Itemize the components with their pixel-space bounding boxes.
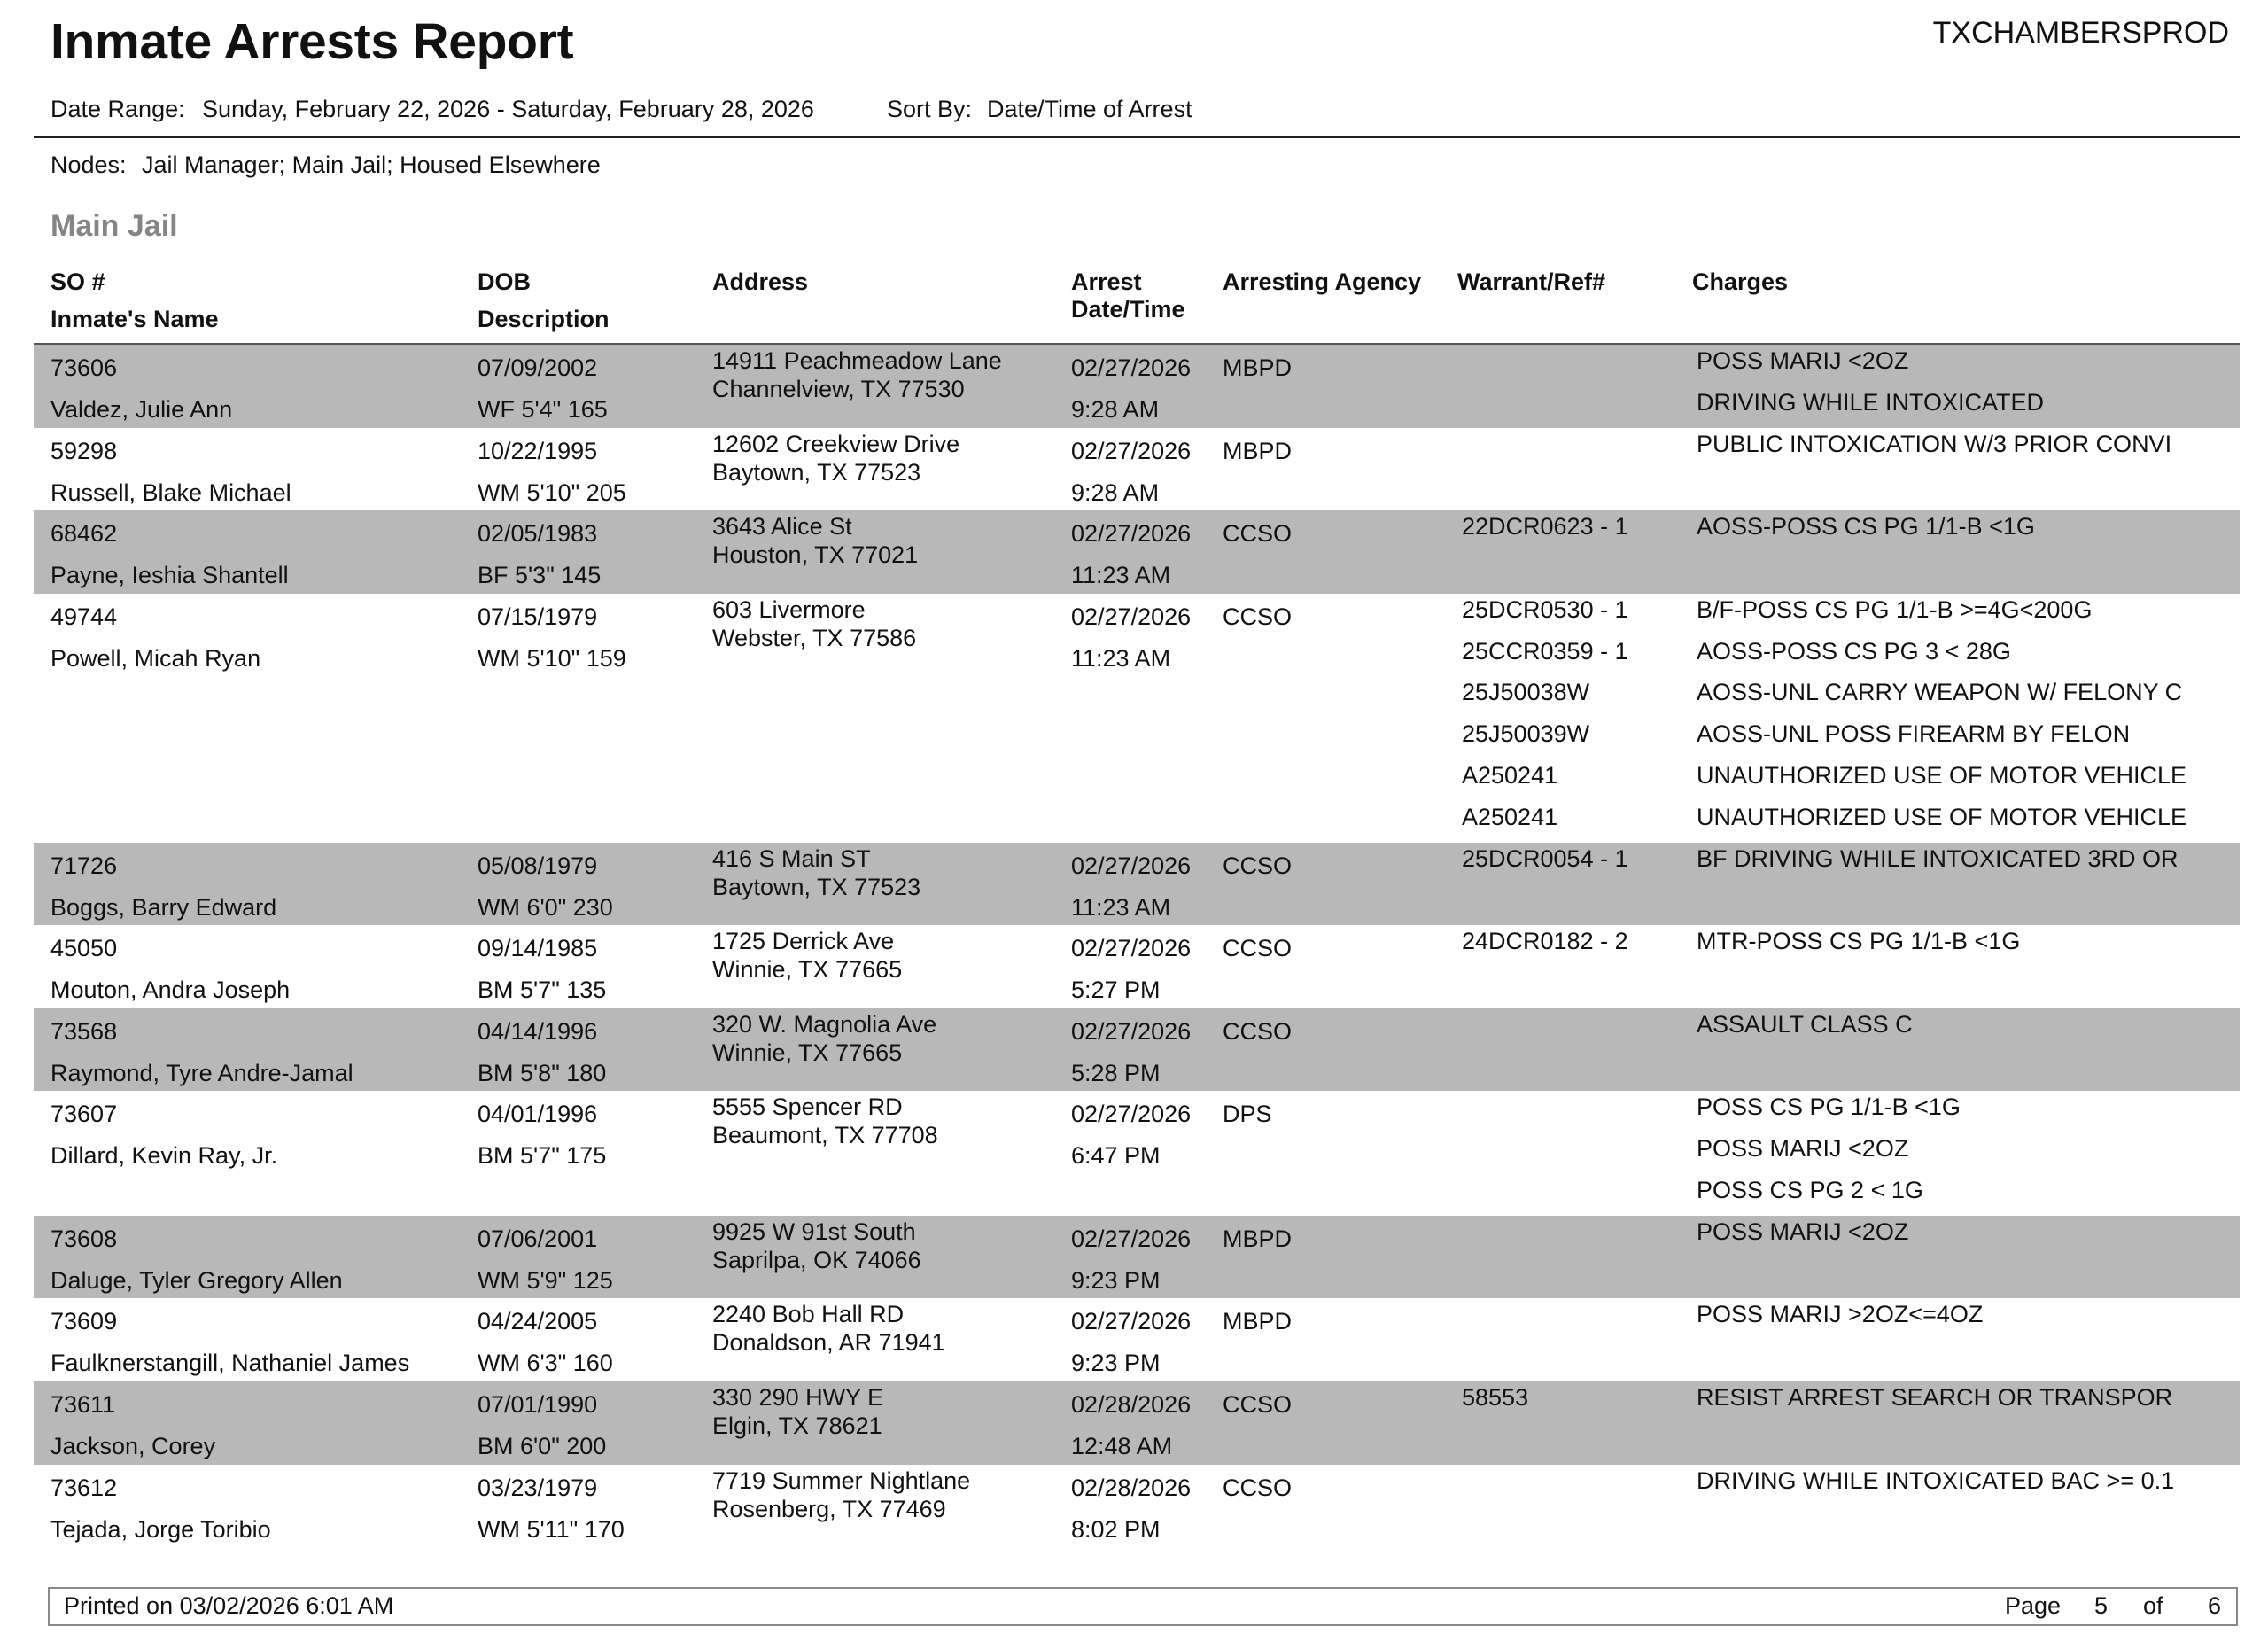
so-number: 73568 (50, 1017, 118, 1045)
arrest-time: 9:23 PM (1071, 1350, 1161, 1377)
address-line-1: 14911 Peachmeadow Lane (712, 347, 1002, 374)
column-header-dob: DOB (478, 268, 531, 295)
arresting-agency: MBPD (1223, 1308, 1293, 1335)
page-footer (48, 1587, 2238, 1626)
address-line-2: Rosenberg, TX 77469 (712, 1495, 946, 1522)
dob: 10/22/1995 (478, 437, 598, 464)
address-line-1: 330 290 HWY E (712, 1383, 884, 1411)
dob: 03/23/1979 (478, 1474, 598, 1501)
arrest-date: 02/27/2026 (1071, 852, 1192, 879)
inmate-name: Faulknerstangill, Nathaniel James (50, 1350, 410, 1377)
charge: POSS CS PG 2 < 1G (1697, 1176, 1923, 1203)
inmate-name: Valdez, Julie Ann (50, 396, 233, 423)
inmate-name: Payne, Ieshia Shantell (50, 562, 289, 589)
address-line-2: Baytown, TX 77523 (712, 873, 921, 900)
inmate-name: Mouton, Andra Joseph (50, 977, 291, 1004)
column-header-arresting-agency: Arresting Agency (1223, 268, 1422, 295)
charge: POSS MARIJ <2OZ (1697, 1218, 1909, 1245)
table-row (34, 510, 2240, 594)
address-line-2: Winnie, TX 77665 (712, 956, 903, 984)
arrest-time: 12:48 AM (1071, 1432, 1173, 1459)
arrest-time: 11:23 AM (1071, 644, 1171, 672)
description: WM 5'9" 125 (478, 1266, 613, 1294)
nodes-label: Nodes: (50, 152, 127, 178)
inmate-name: Tejada, Jorge Toribio (50, 1515, 271, 1543)
arrest-time: 5:27 PM (1071, 977, 1161, 1004)
charge: DRIVING WHILE INTOXICATED BAC >= 0.1 (1697, 1467, 2175, 1494)
warrant-ref: 25CCR0359 - 1 (1462, 637, 1628, 665)
arrest-time: 6:47 PM (1071, 1142, 1161, 1170)
arresting-agency: CCSO (1223, 1390, 1293, 1418)
address-line-2: Channelview, TX 77530 (712, 376, 965, 402)
address-line-2: Baytown, TX 77523 (712, 458, 921, 486)
arrest-time: 11:23 AM (1071, 893, 1171, 921)
header-divider (34, 136, 2240, 138)
warrant-ref: 24DCR0182 - 2 (1462, 928, 1628, 955)
so-number: 71726 (50, 852, 118, 879)
arrest-date: 02/27/2026 (1071, 437, 1192, 464)
charge: RESIST ARREST SEARCH OR TRANSPOR (1697, 1383, 2173, 1411)
table-row (34, 1381, 2240, 1465)
description: BM 5'8" 180 (478, 1059, 607, 1086)
warrant-ref: A250241 (1462, 761, 1558, 789)
so-number: 68462 (50, 520, 118, 548)
arrest-date: 02/27/2026 (1071, 935, 1192, 962)
date-range-value: Sunday, February 22, 2026 - Saturday, February 28, 2026 (202, 96, 814, 122)
inmate-name: Powell, Micah Ryan (50, 644, 261, 672)
address-line-2: Beaumont, TX 77708 (712, 1122, 938, 1149)
address-line-1: 1725 Derrick Ave (712, 928, 895, 955)
warrant-ref: 22DCR0623 - 1 (1462, 513, 1628, 541)
arrest-date: 02/27/2026 (1071, 1308, 1192, 1335)
so-number: 73608 (50, 1225, 118, 1252)
dob: 07/06/2001 (478, 1225, 598, 1252)
arresting-agency: MBPD (1223, 1225, 1293, 1252)
nodes-value: Jail Manager; Main Jail; Housed Elsewhere (142, 152, 601, 178)
inmate-name: Russell, Blake Michael (50, 479, 291, 506)
system-name: TXCHAMBERSPROD (1932, 16, 2229, 50)
description: BM 5'7" 175 (478, 1142, 607, 1170)
charge: POSS MARIJ <2OZ (1697, 1135, 1909, 1163)
charge: DRIVING WHILE INTOXICATED (1697, 388, 2045, 416)
dob: 04/14/1996 (478, 1017, 598, 1045)
address-line-1: 12602 Creekview Drive (712, 430, 960, 457)
address-line-1: 603 Livermore (712, 595, 866, 623)
so-number: 45050 (50, 935, 118, 962)
table-row (34, 925, 2240, 1008)
charge: PUBLIC INTOXICATION W/3 PRIOR CONVI (1697, 430, 2172, 457)
arrest-date: 02/28/2026 (1071, 1474, 1192, 1501)
page-total: 6 (2208, 1592, 2222, 1619)
column-header-description: Description (478, 306, 610, 332)
column-header-so-number: SO # (50, 268, 105, 295)
arresting-agency: MBPD (1223, 437, 1293, 464)
arrest-time: 9:23 PM (1071, 1266, 1161, 1294)
table-row (34, 345, 2240, 428)
description: BM 5'7" 135 (478, 977, 607, 1004)
so-number: 49744 (50, 603, 118, 630)
charge: AOSS-POSS CS PG 3 < 28G (1697, 637, 2011, 665)
arrest-date: 02/27/2026 (1071, 354, 1192, 381)
arrest-date: 02/27/2026 (1071, 1225, 1192, 1252)
column-header-charges: Charges (1692, 268, 1789, 295)
dob: 07/09/2002 (478, 354, 598, 381)
inmate-name: Boggs, Barry Edward (50, 893, 277, 921)
inmate-name: Jackson, Corey (50, 1432, 216, 1459)
warrant-ref: 25J50039W (1462, 720, 1590, 748)
address-line-2: Webster, TX 77586 (712, 624, 917, 651)
dob: 02/05/1983 (478, 520, 598, 548)
arresting-agency: CCSO (1223, 935, 1293, 962)
arrest-date: 02/27/2026 (1071, 1017, 1192, 1045)
date-range-label: Date Range: (50, 96, 185, 122)
charge: UNAUTHORIZED USE OF MOTOR VEHICLE (1697, 803, 2187, 830)
dob: 04/24/2005 (478, 1308, 598, 1335)
warrant-ref: 25DCR0054 - 1 (1462, 844, 1628, 872)
arresting-agency: CCSO (1223, 520, 1293, 548)
charge: BF DRIVING WHILE INTOXICATED 3RD OR (1697, 844, 2179, 872)
so-number: 73609 (50, 1308, 118, 1335)
charge: POSS MARIJ >2OZ<=4OZ (1697, 1301, 1984, 1328)
arrest-time: 8:02 PM (1071, 1515, 1161, 1543)
address-line-2: Elgin, TX 78621 (712, 1412, 882, 1439)
charge: B/F-POSS CS PG 1/1-B >=4G<200G (1697, 595, 2093, 623)
address-line-1: 5555 Spencer RD (712, 1093, 903, 1121)
table-row (34, 1091, 2240, 1215)
charge: AOSS-UNL POSS FIREARM BY FELON (1697, 720, 2131, 748)
arresting-agency: CCSO (1223, 852, 1293, 879)
so-number: 73607 (50, 1101, 118, 1128)
address-line-1: 3643 Alice St (712, 513, 852, 541)
address-line-2: Winnie, TX 77665 (712, 1039, 903, 1066)
warrant-ref: 58553 (1462, 1383, 1529, 1411)
arrest-date: 02/28/2026 (1071, 1390, 1192, 1418)
description: WM 6'0" 230 (478, 893, 613, 921)
table-row (34, 843, 2240, 926)
arresting-agency: CCSO (1223, 1474, 1293, 1501)
address-line-1: 9925 W 91st South (712, 1218, 916, 1245)
charge: ASSAULT CLASS C (1697, 1010, 1913, 1038)
arrest-time: 9:28 AM (1071, 396, 1160, 423)
arrest-time: 5:28 PM (1071, 1059, 1161, 1086)
charge: POSS MARIJ <2OZ (1697, 347, 1909, 374)
table-row (34, 1216, 2240, 1299)
warrant-ref: 25J50038W (1462, 679, 1590, 706)
description: WM 5'10" 159 (478, 644, 626, 672)
so-number: 73606 (50, 354, 118, 381)
table-row (34, 594, 2240, 843)
page-number: 5 (2094, 1592, 2109, 1619)
address-line-1: 320 W. Magnolia Ave (712, 1010, 937, 1038)
arrest-time: 11:23 AM (1071, 562, 1171, 589)
inmate-name: Dillard, Kevin Ray, Jr. (50, 1142, 278, 1170)
arrest-date: 02/27/2026 (1071, 1101, 1192, 1128)
column-header-inmate-name: Inmate's Name (50, 306, 219, 332)
description: BM 6'0" 200 (478, 1432, 607, 1459)
arresting-agency: MBPD (1223, 354, 1293, 381)
address-line-1: 416 S Main ST (712, 844, 871, 872)
arrest-date: 02/27/2026 (1071, 520, 1192, 548)
arresting-agency: CCSO (1223, 1017, 1293, 1045)
of-label: of (2143, 1592, 2163, 1619)
arrest-date: 02/27/2026 (1071, 603, 1192, 630)
column-header-address: Address (712, 268, 809, 295)
address-line-1: 2240 Bob Hall RD (712, 1301, 905, 1328)
inmate-name: Daluge, Tyler Gregory Allen (50, 1266, 343, 1294)
so-number: 73611 (50, 1390, 116, 1418)
charge: AOSS-POSS CS PG 1/1-B <1G (1697, 513, 2035, 541)
description: BF 5'3" 145 (478, 562, 602, 589)
arrest-time: 9:28 AM (1071, 479, 1160, 506)
arresting-agency: DPS (1223, 1101, 1272, 1128)
arrests-table (34, 345, 2240, 1547)
warrant-ref: A250241 (1462, 803, 1558, 830)
dob: 09/14/1985 (478, 935, 598, 962)
printed-on: Printed on 03/02/2026 6:01 AM (64, 1592, 394, 1619)
page-label: Page (2005, 1592, 2062, 1619)
dob: 07/01/1990 (478, 1390, 598, 1418)
address-line-1: 7719 Summer Nightlane (712, 1467, 971, 1494)
column-header-warrant: Warrant/Ref# (1457, 268, 1606, 295)
charge: POSS CS PG 1/1-B <1G (1697, 1093, 1961, 1121)
table-row (34, 1465, 2240, 1548)
so-number: 73612 (50, 1474, 118, 1501)
so-number: 59298 (50, 437, 118, 464)
description: WM 5'11" 170 (478, 1515, 625, 1543)
report-title: Inmate Arrests Report (50, 13, 574, 70)
description: WF 5'4" 165 (478, 396, 608, 423)
warrant-ref: 25DCR0530 - 1 (1462, 595, 1628, 623)
charge: AOSS-UNL CARRY WEAPON W/ FELONY C (1697, 679, 2183, 706)
arresting-agency: CCSO (1223, 603, 1293, 630)
charge: UNAUTHORIZED USE OF MOTOR VEHICLE (1697, 761, 2187, 789)
description: WM 6'3" 160 (478, 1350, 613, 1377)
dob: 05/08/1979 (478, 852, 598, 879)
address-line-2: Donaldson, AR 71941 (712, 1329, 945, 1357)
address-line-2: Houston, TX 77021 (712, 541, 919, 569)
section-title: Main Jail (50, 209, 178, 243)
table-row (34, 428, 2240, 511)
table-row (34, 1008, 2240, 1092)
description: WM 5'10" 205 (478, 479, 626, 506)
table-row (34, 1298, 2240, 1381)
sort-by-label: Sort By: (887, 96, 973, 122)
address-line-2: Saprilpa, OK 74066 (712, 1246, 921, 1273)
column-header-arrest-datetime: Date/Time (1071, 296, 1185, 323)
column-header-arrest: Arrest (1071, 268, 1142, 295)
dob: 04/01/1996 (478, 1101, 598, 1128)
charge: MTR-POSS CS PG 1/1-B <1G (1697, 928, 2021, 955)
sort-by-value: Date/Time of Arrest (987, 96, 1192, 122)
dob: 07/15/1979 (478, 603, 598, 630)
inmate-name: Raymond, Tyre Andre-Jamal (50, 1059, 353, 1086)
